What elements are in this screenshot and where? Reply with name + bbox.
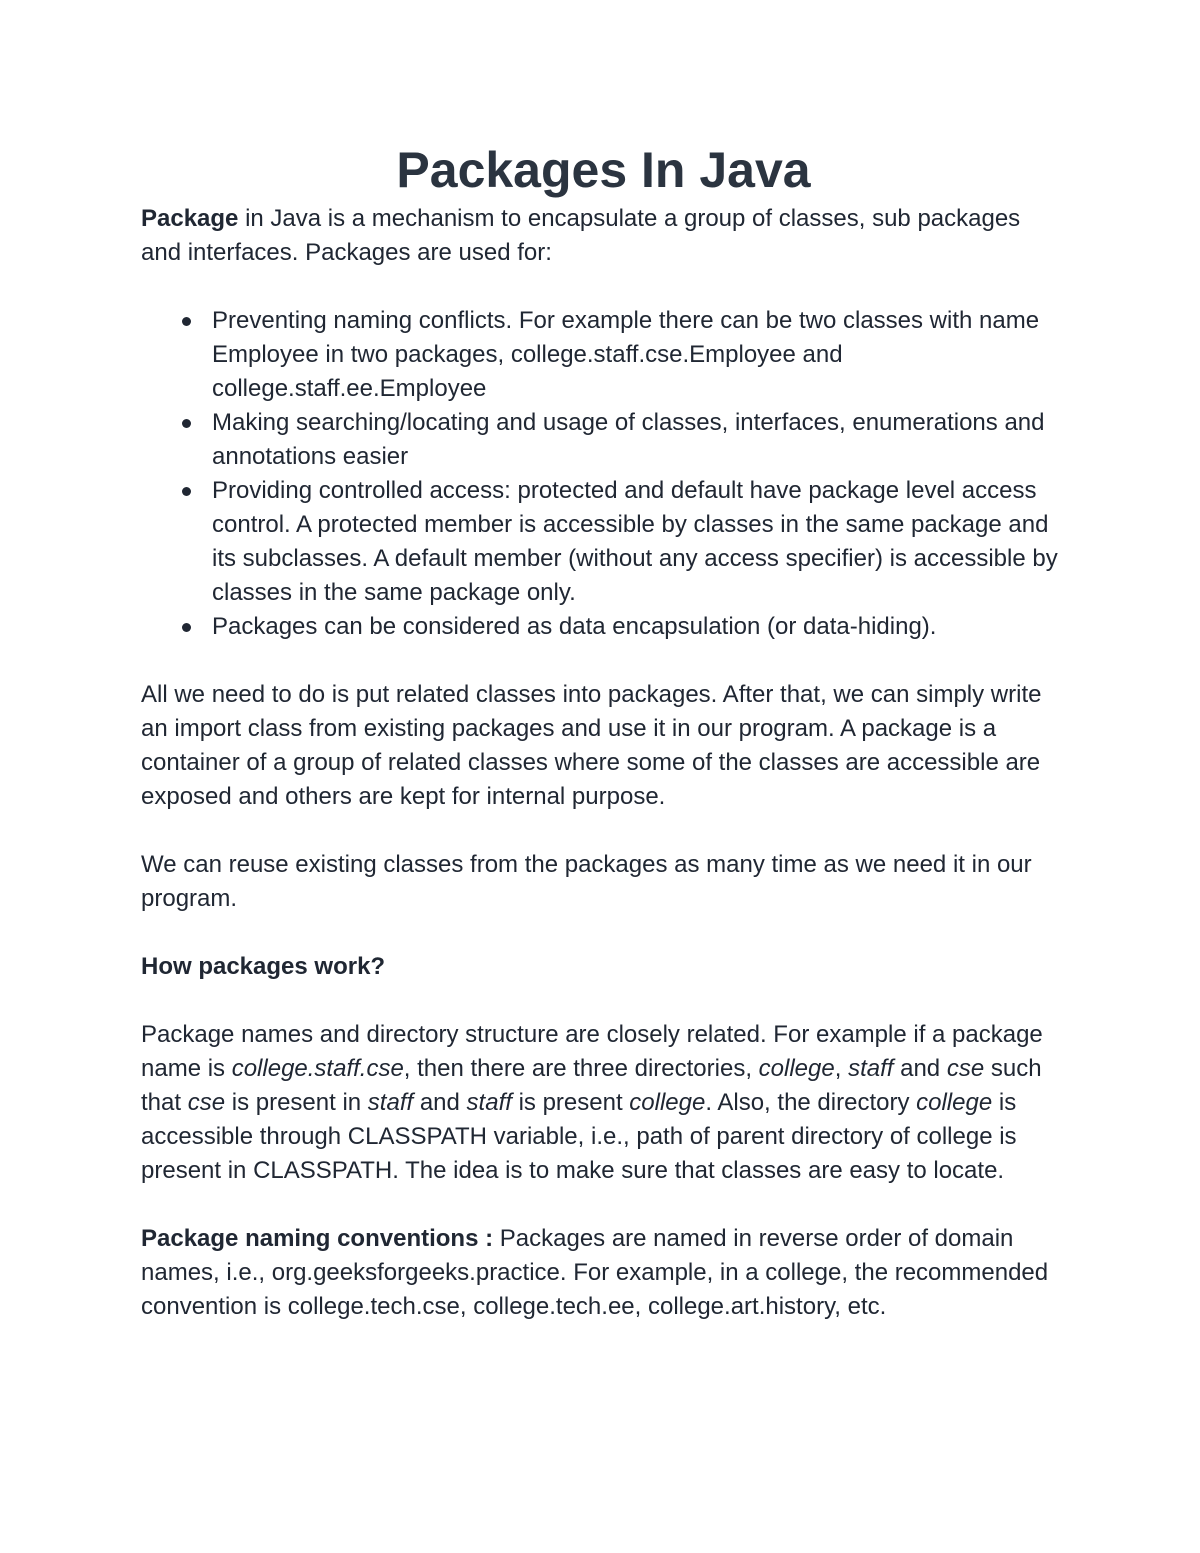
intro-paragraph	[141, 202, 1066, 270]
how-packages-work-heading: How packages work?	[141, 953, 386, 980]
naming-conventions-paragraph	[141, 1222, 1066, 1324]
uses-list	[141, 304, 1066, 644]
list-item	[212, 406, 1066, 474]
bullet-icon	[182, 623, 191, 632]
import-paragraph: All we need to do is put related classes into packages. After that, we can simply write an import class from existing packages and use it in our program. A package is a container of a group of related classes where some of the classes are accessible are exposed and others are kept for internal purpose.	[141, 681, 1042, 810]
list-item	[212, 304, 1066, 406]
list-item-text: Preventing naming conflicts. For example there can be two classes with name Employee in two packages, college.staff.cse.Employee and college.staff.ee.Employee	[212, 307, 1040, 402]
reuse-paragraph: We can reuse existing classes from the packages as many time as we need it in our program.	[141, 851, 1032, 912]
document-page	[141, 140, 1066, 1324]
bullet-icon	[182, 419, 191, 428]
naming-conventions-text: Packages are named in reverse order of domain names, i.e., org.geeksforgeeks.practice. For example, in a college, the recommended convention is college.tech.cse, college.tech.ee, college.art.history, etc.	[141, 1225, 1049, 1320]
intro-bold-term: Package	[141, 205, 239, 232]
naming-conventions-label: Package naming conventions :	[141, 1225, 494, 1252]
intro-text: in Java is a mechanism to encapsulate a group of classes, sub packages and interfaces. Packages are used for:	[141, 205, 1021, 266]
list-item-text: Packages can be considered as data encapsulation (or data-hiding).	[212, 613, 937, 640]
bullet-icon	[182, 487, 191, 496]
list-item-text: Making searching/locating and usage of classes, interfaces, enumerations and annotations easier	[212, 409, 1045, 470]
list-item-text: Providing controlled access: protected and default have package level access control. A protected member is accessible by classes in the same package and its subclasses. A default member (without any access specifier) is accessible by classes in the same package only.	[212, 477, 1058, 606]
how-packages-work-paragraph: Package names and directory structure are closely related. For example if a package name is college.staff.cse, then there are three directories, college, staff and cse such that cse is present in staff and staff is present college. Also, the directory college is accessible through CLASSPATH variable, i.e., path of parent directory of college is present in CLASSPATH. The idea is to make sure that classes are easy to locate.	[141, 1021, 1043, 1184]
list-item	[212, 610, 1066, 644]
page-title: Packages In Java	[396, 142, 811, 198]
bullet-icon	[182, 317, 191, 326]
list-item	[212, 474, 1066, 610]
